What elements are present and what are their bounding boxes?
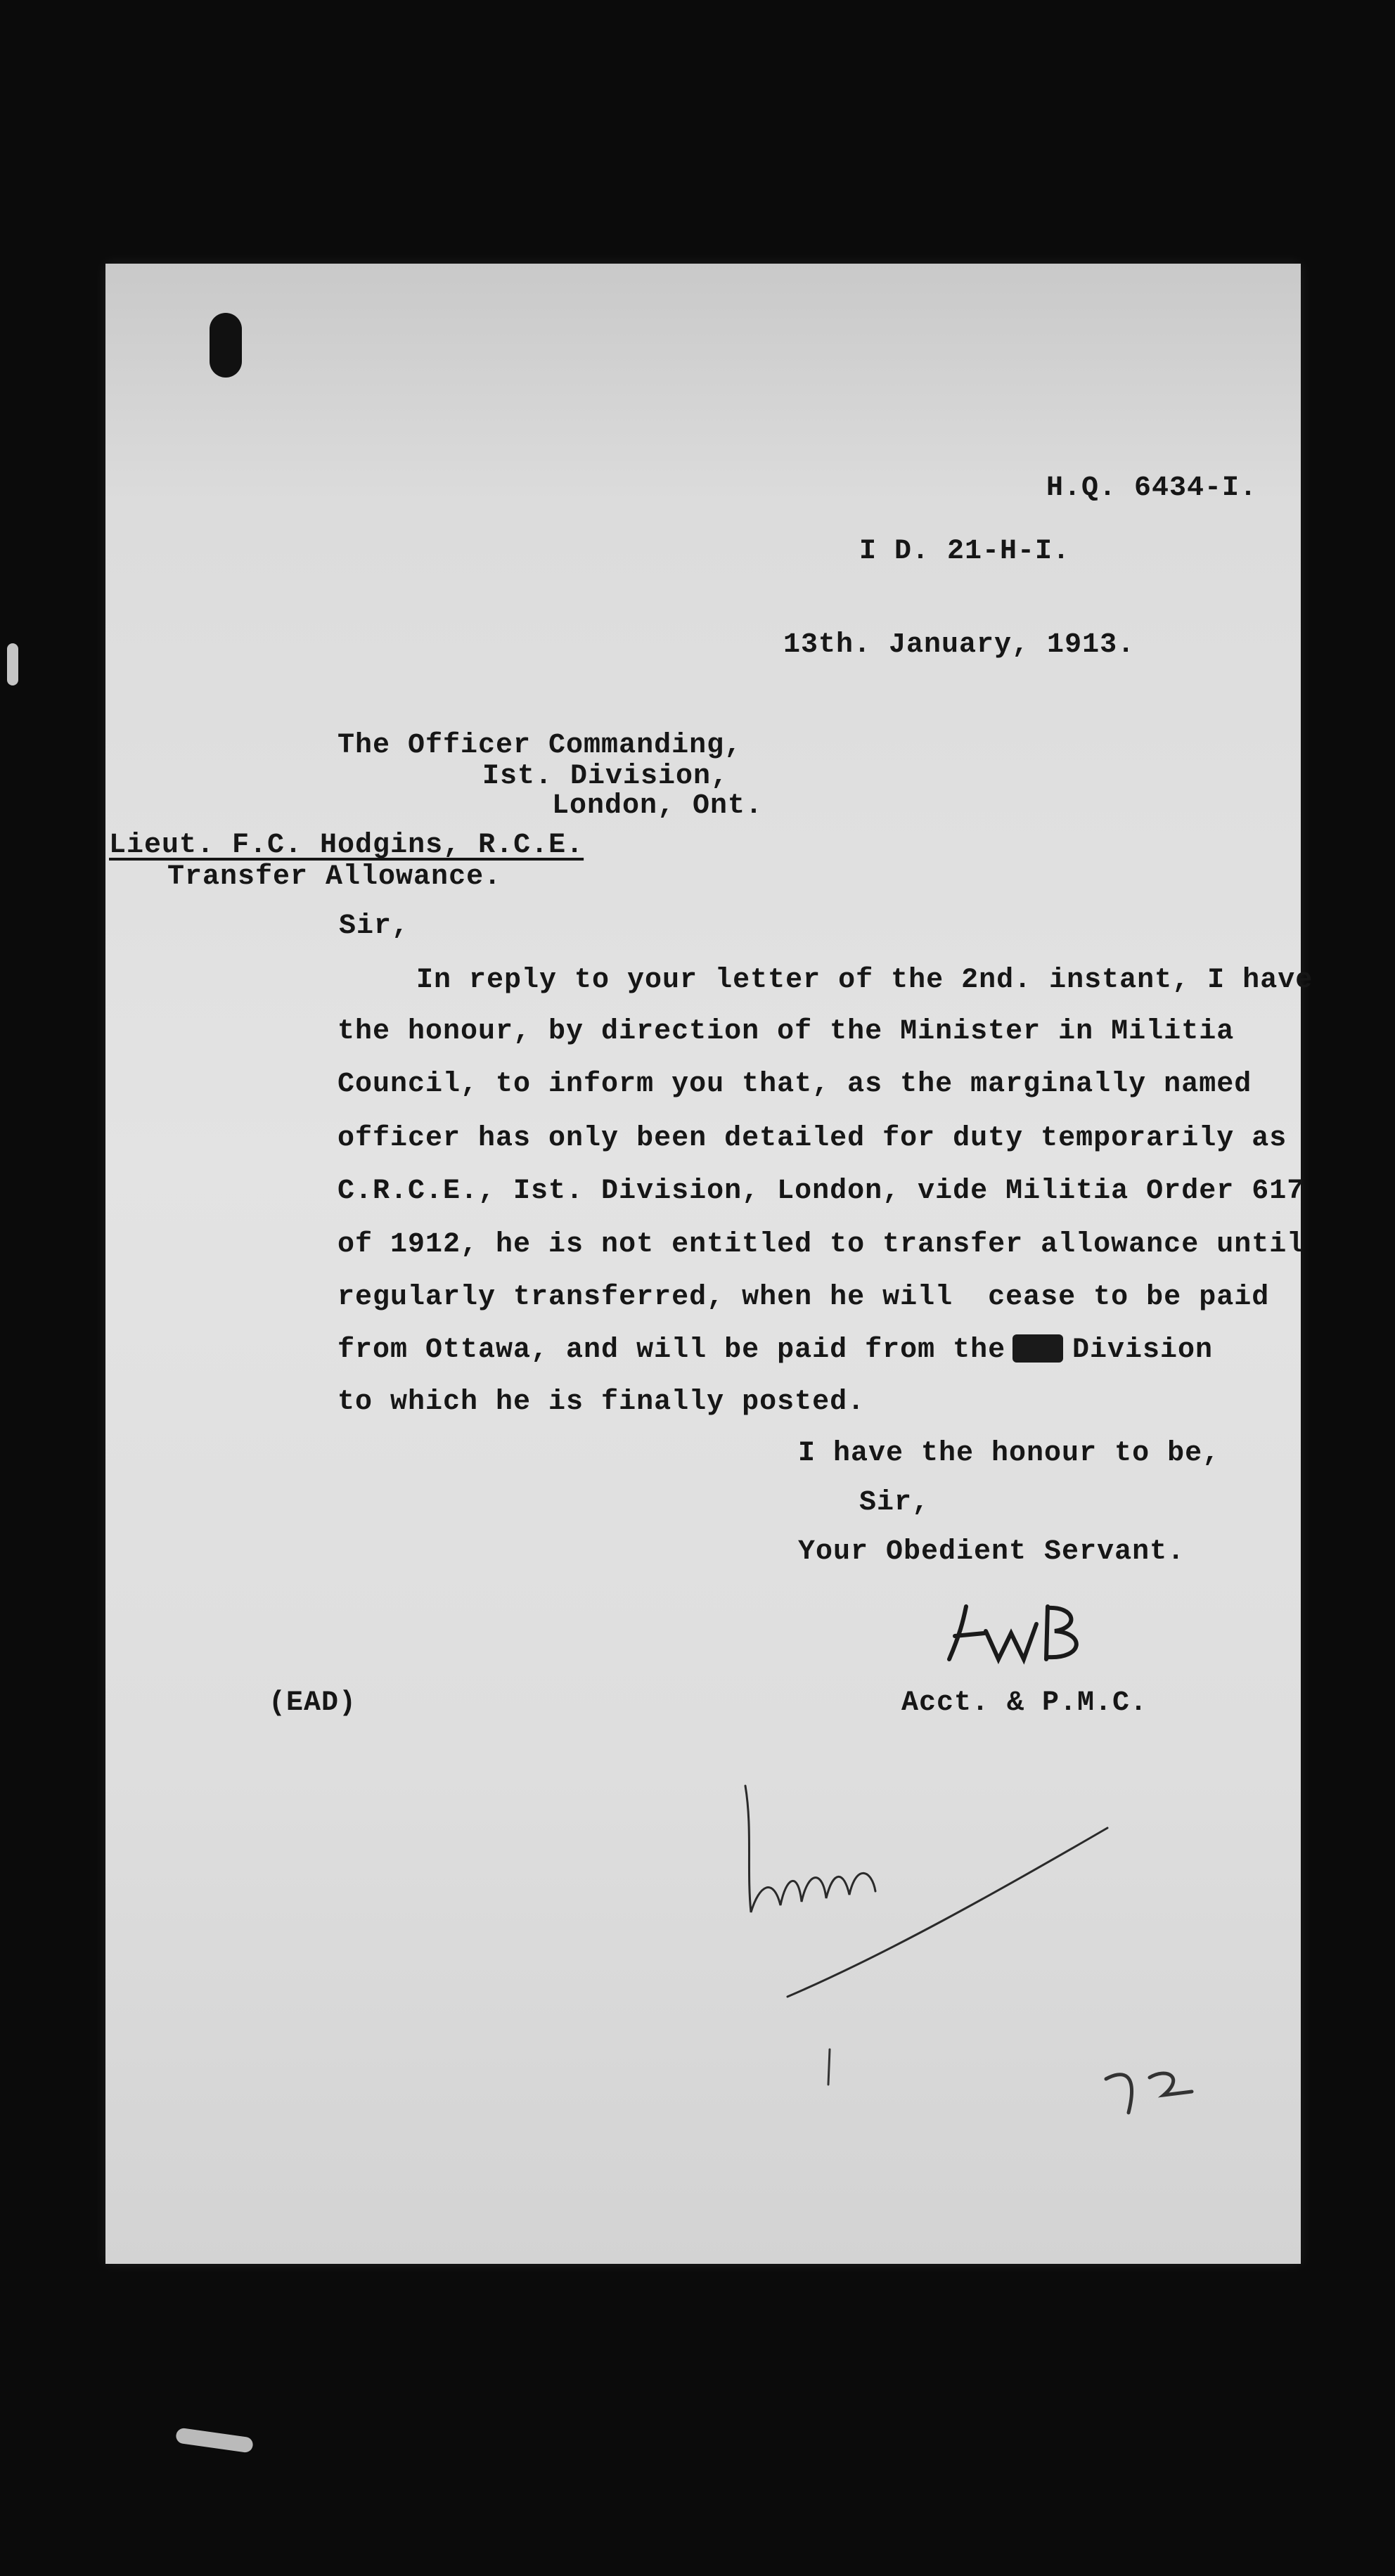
reference-hq: H.Q. 6434-I. (1046, 472, 1258, 504)
reference-id: I D. 21-H-I. (859, 536, 1071, 567)
signatory-title: Acct. & P.M.C. (901, 1687, 1148, 1719)
addressee-line-2: Ist. Division, (482, 761, 729, 792)
page-number-mark (1100, 2063, 1213, 2120)
subject-topic: Transfer Allowance. (167, 861, 502, 893)
handwritten-initials (942, 1592, 1104, 1670)
closing-line-1: I have the honour to be, (798, 1438, 1221, 1469)
body-line-9: to which he is finally posted. (338, 1386, 866, 1418)
film-artifact-bottom (175, 2427, 254, 2453)
body-line-5: C.R.C.E., Ist. Division, London, vide Militia Order 617 (338, 1176, 1305, 1207)
addressee-line-1: The Officer Commanding, (338, 730, 742, 761)
punch-hole (210, 313, 242, 378)
body-line-7: regularly transferred, when he will cease to be paid (338, 1282, 1270, 1313)
typist-initials: (EAD) (269, 1687, 357, 1719)
body-line-3: Council, to inform you that, as the marginally named (338, 1069, 1252, 1100)
body-line-1: In reply to your letter of the 2nd. instant, I have (416, 965, 1313, 996)
closing-line-3: Your Obedient Servant. (798, 1536, 1185, 1568)
handwritten-annotation (731, 1772, 1125, 2011)
body-line-2: the honour, by direction of the Minister in Militia (338, 1016, 1235, 1048)
body-line-8: from Ottawa, and will be paid from the (338, 1334, 1006, 1366)
closing-line-2: Sir, (859, 1487, 930, 1519)
addressee-line-3: London, Ont. (552, 790, 764, 822)
body-line-6: of 1912, he is not entitled to transfer allowance until (338, 1229, 1305, 1261)
pencil-mark (823, 2046, 837, 2088)
redacted-word (1012, 1334, 1063, 1363)
body-line-8-end: Division (1072, 1334, 1214, 1366)
letter-date: 13th. January, 1913. (783, 629, 1136, 661)
salutation: Sir, (339, 910, 410, 942)
subject-officer: Lieut. F.C. Hodgins, R.C.E. (109, 830, 584, 861)
film-artifact-left (7, 643, 18, 685)
body-line-4: officer has only been detailed for duty temporarily as (338, 1123, 1287, 1154)
